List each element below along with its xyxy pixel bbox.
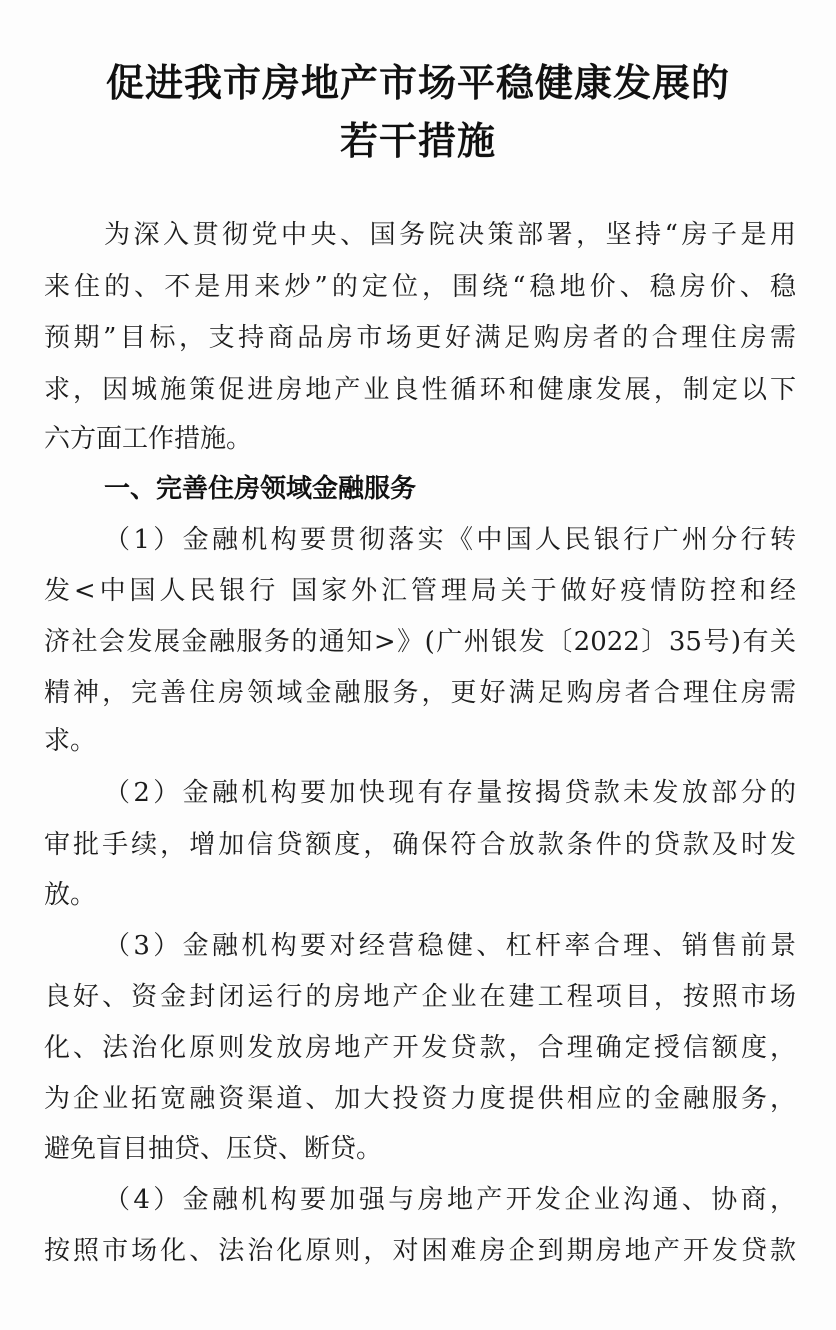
intro-line: 预期”目标，支持商品房市场更好满足购房者的合理住房需 bbox=[44, 323, 796, 353]
item-2-line: 放。 bbox=[44, 880, 97, 910]
item-2-line: （2）金融机构要加快现有存量按揭贷款未发放部分的 bbox=[104, 778, 796, 808]
item-1-line: （1）金融机构要贯彻落实《中国人民银行广州分行转 bbox=[104, 525, 796, 555]
intro-line: 六方面工作措施。 bbox=[44, 424, 253, 454]
document-title-line-2: 若干措施 bbox=[339, 119, 496, 163]
item-4-line: （4）金融机构要加强与房地产开发企业沟通、协商， bbox=[104, 1185, 796, 1215]
section-heading: 一、完善住房领域金融服务 bbox=[104, 474, 417, 504]
intro-line: 来住的、不是用来炒”的定位，围绕“稳地价、稳房价、稳 bbox=[44, 272, 796, 302]
intro-line: 为深入贯彻党中央、国务院决策部署，坚持“房子是用 bbox=[104, 220, 796, 250]
item-1-line: 求。 bbox=[44, 726, 97, 756]
item-1-line: 精神，完善住房领域金融服务，更好满足购房者合理住房需 bbox=[44, 678, 796, 708]
intro-line: 求，因城施策促进房地产业良性循环和健康发展，制定以下 bbox=[44, 375, 796, 405]
item-3-line: 为企业拓宽融资渠道、加大投资力度提供相应的金融服务， bbox=[44, 1084, 796, 1114]
item-2-line: 审批手续，增加信贷额度，确保符合放款条件的贷款及时发 bbox=[44, 830, 796, 860]
item-4-line: 按照市场化、法治化原则，对困难房企到期房地产开发贷款 bbox=[44, 1236, 796, 1266]
document-title-line-1: 促进我市房地产市场平稳健康发展的 bbox=[105, 61, 730, 105]
item-1-line: 济社会发展金融服务的通知>》(广州银发〔2022〕35号)有关 bbox=[44, 627, 796, 657]
item-3-line: （3）金融机构要对经营稳健、杠杆率合理、销售前景 bbox=[104, 931, 796, 961]
item-3-line: 良好、资金封闭运行的房地产企业在建工程项目，按照市场 bbox=[44, 982, 796, 1012]
item-3-line: 避免盲目抽贷、压贷、断贷。 bbox=[44, 1134, 383, 1164]
item-3-line: 化、法治化原则发放房地产开发贷款，合理确定授信额度， bbox=[44, 1033, 796, 1063]
item-1-line: 发<中国人民银行 国家外汇管理局关于做好疫情防控和经 bbox=[44, 576, 796, 606]
